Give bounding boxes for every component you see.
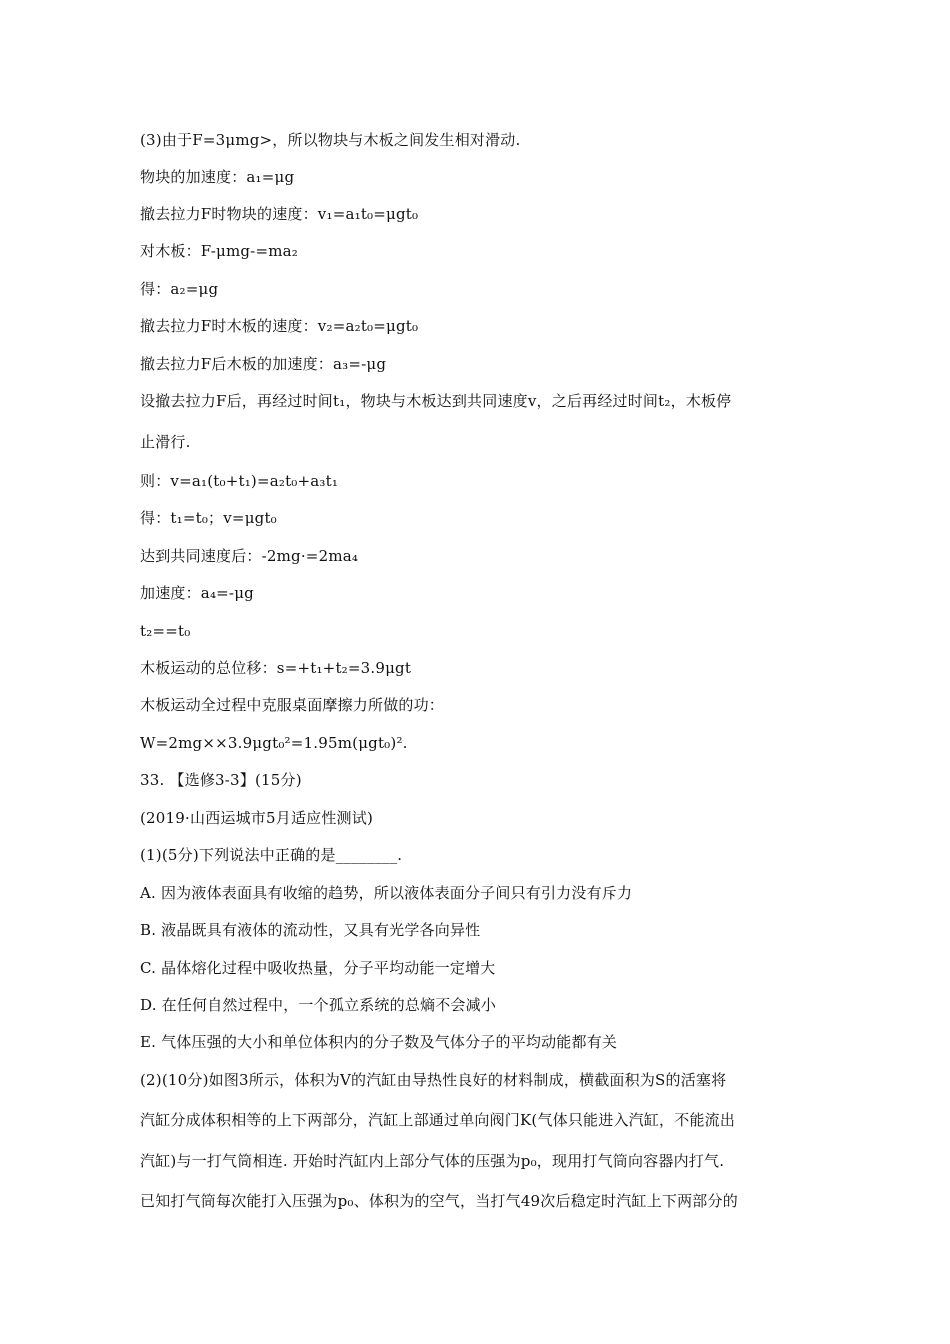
text-line: 对木板：F-μmg-=ma₂	[140, 242, 298, 260]
text-line: W=2mg××3.9μgt₀²=1.95m(μgt₀)².	[140, 734, 408, 752]
text-line: 撤去拉力F时物块的速度：v₁=a₁t₀=μgt₀	[140, 205, 419, 223]
text-line: 达到共同速度后：-2mg·=2ma₄	[140, 547, 359, 565]
text-line: 已知打气筒每次能打入压强为p₀、体积为的空气，当打气49次后稳定时汽缸上下两部分的	[140, 1192, 738, 1210]
text-line: 撤去拉力F时木板的速度：v₂=a₂t₀=μgt₀	[140, 317, 419, 335]
text-line: 汽缸分成体积相等的上下两部分，汽缸上部通过单向阀门K(气体只能进入汽缸，不能流出	[140, 1111, 736, 1129]
source-note: (2019·山西运城市5月适应性测试)	[140, 809, 373, 827]
text-line: 得：a₂=μg	[140, 280, 219, 298]
text-line: 汽缸)与一打气筒相连. 开始时汽缸内上部分气体的压强为p₀，现用打气筒向容器内打气.	[140, 1152, 725, 1170]
text-line: 木板运动的总位移：s=+t₁+t₂=3.9μgt	[140, 659, 412, 677]
question-stem: (1)(5分)下列说法中正确的是________.	[140, 846, 403, 864]
text-line: 加速度：a₄=-μg	[140, 584, 254, 602]
text-line: 则：v=a₁(t₀+t₁)=a₂t₀+a₃t₁	[140, 472, 339, 490]
option-d: D. 在任何自然过程中，一个孤立系统的总熵不会减小	[140, 996, 497, 1014]
text-line: 得：t₁=t₀；v=μgt₀	[140, 509, 277, 527]
text-line: 设撤去拉力F后，再经过时间t₁，物块与木板达到共同速度v，之后再经过时间t₂，木板停	[140, 392, 732, 410]
text-line: (2)(10分)如图3所示，体积为V的汽缸由导热性良好的材料制成，横截面积为S的活塞将	[140, 1071, 727, 1089]
option-b: B. 液晶既具有液体的流动性，又具有光学各向异性	[140, 921, 481, 939]
option-a: A. 因为液体表面具有收缩的趋势，所以液体表面分子间只有引力没有斥力	[140, 884, 633, 902]
option-c: C. 晶体熔化过程中吸收热量，分子平均动能一定增大	[140, 959, 496, 977]
text-line: t₂==t₀	[140, 622, 191, 640]
text-line: 物块的加速度：a₁=μg	[140, 168, 295, 186]
text-line: (3)由于F=3μmg>，所以物块与木板之间发生相对滑动.	[140, 131, 521, 149]
text-line: 木板运动全过程中克服桌面摩擦力所做的功：	[140, 696, 445, 714]
option-e: E. 气体压强的大小和单位体积内的分子数及气体分子的平均动能都有关	[140, 1033, 618, 1051]
text-line: 撤去拉力F后木板的加速度：a₃=-μg	[140, 355, 387, 373]
text-line: 止滑行.	[140, 433, 191, 451]
section-heading: 33. 【选修3-3】(15分)	[140, 771, 302, 789]
